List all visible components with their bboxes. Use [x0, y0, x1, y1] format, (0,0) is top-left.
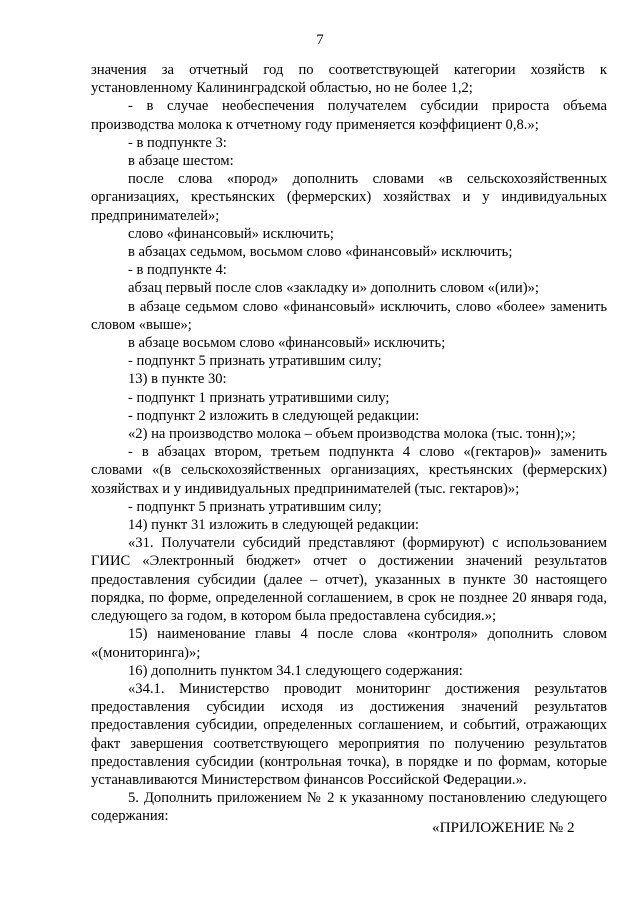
paragraph: - в абзацах втором, третьем подпункта 4 слово «(гектаров)» заменить словами «(в сельскохозяйственных организациях, крестьянских (фермерских) хозяйствах и у индивидуальных предпринимателей (тыс. гектаров)»;: [91, 444, 607, 497]
paragraph: абзац первый после слов «закладку и» дополнить словом «(или)»;: [128, 280, 539, 297]
paragraph: в абзаце шестом:: [128, 153, 234, 170]
paragraph: 16) дополнить пунктом 34.1 следующего содержания:: [128, 662, 463, 679]
paragraph: - в подпункте 3:: [128, 134, 227, 151]
paragraph: - подпункт 1 признать утратившими силу;: [128, 389, 390, 406]
paragraph: слово «финансовый» исключить;: [128, 225, 334, 242]
paragraph: - в подпункте 4:: [128, 262, 227, 279]
paragraph: - в случае необеспечения получателем субсидии прироста объема производства молока к отчетному году применяется коэффициент 0,8.»;: [91, 98, 607, 133]
paragraph: «31. Получатели субсидий представляют (формируют) с использованием ГИИС «Электронный бюджет» отчет о достижении значений результатов предоставления субсидии (далее – отчет), указанных в пункте 30 настоящего порядка, по форме, определенной соглашением, в срок не позднее 20 января года, следующего за годом, в котором была предоставлена субсидия.»;: [91, 535, 607, 625]
paragraph: - подпункт 5 признать утратившим силу;: [128, 353, 382, 370]
paragraph: - подпункт 2 изложить в следующей редакции:: [128, 407, 420, 424]
document-body: [91, 61, 607, 826]
page-number: 7: [316, 32, 324, 48]
paragraph: в абзаце седьмом слово «финансовый» исключить, слово «более» заменить словом «выше»;: [91, 298, 607, 333]
paragraph: в абзаце восьмом слово «финансовый» исключить;: [128, 335, 446, 352]
appendix-heading: «ПРИЛОЖЕНИЕ № 2: [432, 819, 575, 836]
paragraph: «34.1. Министерство проводит мониторинг достижения результатов предоставления субсидии исходя из достижения значений результатов предоставления субсидии, определенных соглашением, и событий, отражающих факт завершения соответствующего мероприятия по получению результатов предоставления субсидии (контрольная точка), в порядке и по формам, которые устанавливаются Министерством финансов Российской Федерации.».: [91, 680, 607, 788]
paragraph: 13) в пункте 30:: [128, 371, 227, 388]
paragraph: «2) на производство молока – объем производства молока (тыс. тонн);»;: [128, 426, 576, 443]
paragraph: в абзацах седьмом, восьмом слово «финансовый» исключить;: [128, 244, 513, 261]
paragraph: - подпункт 5 признать утратившим силу;: [128, 498, 382, 515]
paragraph: 15) наименование главы 4 после слова «контроля» дополнить словом «(мониторинга)»;: [91, 626, 607, 661]
paragraph: 5. Дополнить приложением № 2 к указанному постановлению следующего содержания:: [91, 790, 607, 825]
paragraph: 14) пункт 31 изложить в следующей редакции:: [128, 517, 419, 534]
paragraph: после слова «пород» дополнить словами «в сельскохозяйственных организациях, крестьянских (фермерских) хозяйствах и у индивидуальных предпринимателей»;: [91, 171, 607, 224]
paragraph: значения за отчетный год по соответствующей категории хозяйств к установленному Калининградской областью, но не более 1,2;: [91, 62, 607, 97]
